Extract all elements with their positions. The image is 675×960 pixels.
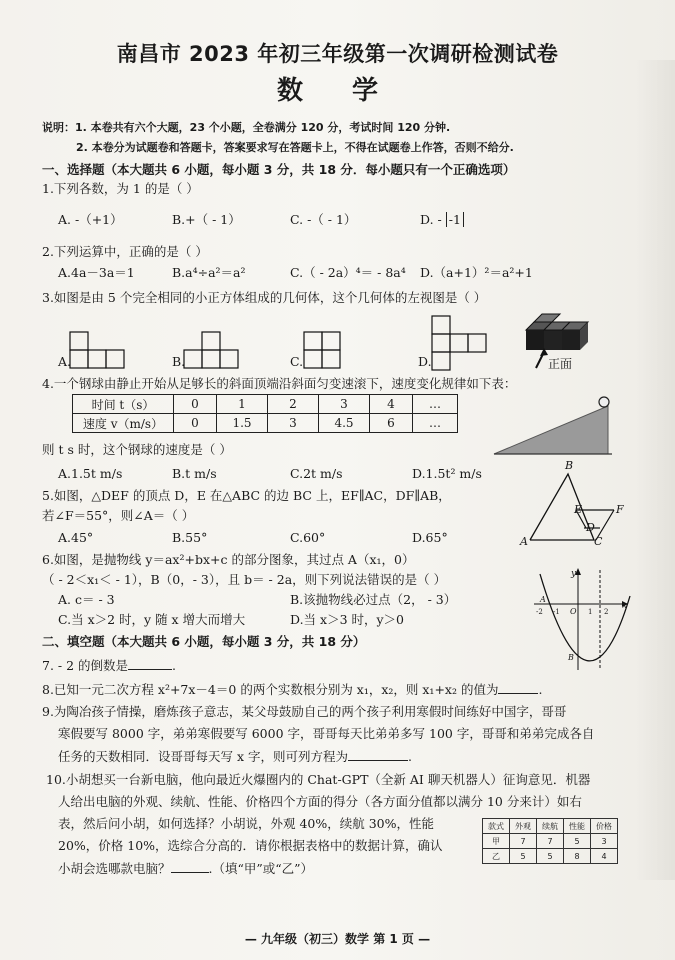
q6-label-a: A (540, 595, 546, 604)
q4-cell: … (413, 414, 458, 433)
q9-line-3 (58, 748, 412, 765)
q10-header-cell: 外观 (510, 819, 537, 834)
q1-stem: 1.下列各数，为 1 的是（ ） (42, 181, 199, 196)
q6-option-d: D.当 x＞3 时，y＞0 (290, 612, 405, 627)
q10-cell: 7 (537, 834, 564, 849)
q10-line-1: 10.小胡想买一台新电脑，他向最近火爆圈内的 Chat-GPT（全新 AI 聊天机器人）征询意见．机器 (46, 772, 591, 787)
q10-header-cell: 款式 (483, 819, 510, 834)
q4-option-c: C.2t m/s (290, 466, 343, 481)
q4-cell: 0 (174, 414, 217, 433)
instruction-line-1: 说明：1. 本卷共有六个大题，23 个小题，全卷满分 120 分，考试时间 120 分钟. (42, 121, 451, 134)
q1-option-a: A. -（+1） (58, 212, 123, 227)
q10-cell: 5 (537, 849, 564, 864)
q8-stem: 8.已知一元二次方程 x²+7x－4＝0 的两个实数根分别为 x₁，x₂，则 x₁+x₂ 的值为 (42, 682, 499, 697)
section-2-heading: 二、填空题（本大题共 6 小题，每小题 3 分，共 18 分） (42, 634, 366, 649)
q6-option-c: C.当 x＞2 时，y 随 x 增大而增大 (58, 612, 246, 627)
q4-table-row-speed (73, 414, 458, 433)
q5-option-b: B.55° (172, 530, 208, 545)
q6-parabola-graph (532, 566, 632, 672)
q6-label-b: B (568, 653, 574, 662)
q5-label-e: E (574, 503, 583, 516)
q4-cell: 4 (370, 395, 413, 414)
q6-option-b: B.该抛物线必过点（2， - 3） (290, 592, 457, 607)
section-1-heading: 一、选择题（本大题共 6 小题，每小题 3 分，共 18 分．每小题只有一个正确选项） (42, 162, 516, 177)
q10-table-row-jia (483, 834, 618, 849)
q5-label-c: C (594, 535, 603, 548)
q9-line-1: 9.为陶冶孩子情操，磨炼孩子意志，某父母鼓励自己的两个孩子利用寒假时间练好中国字，哥哥 (42, 704, 567, 719)
q5-label-d: D (586, 521, 595, 534)
q10-cell: 乙 (483, 849, 510, 864)
q4-option-b: B.t m/s (172, 466, 217, 481)
q7-end: . (172, 658, 177, 673)
q3-figure-a (68, 330, 128, 370)
q10-header-cell: 性能 (564, 819, 591, 834)
q6-label-o: O (570, 607, 577, 616)
page-footer: — 九年级（初三）数学 第 1 页 — (244, 932, 431, 946)
q10-header-cell: 价格 (591, 819, 618, 834)
q5-label-f: F (616, 503, 624, 516)
q4-speed-table (72, 394, 458, 433)
q7-stem: 7. - 2 的倒数是 (42, 658, 129, 673)
q4-stem: 4.一个钢球由静止开始从足够长的斜面顶端沿斜面匀变速滚下，速度变化规律如下表： (42, 376, 517, 391)
q9-line-3-text: 任务的天数相同．设哥哥每天写 x 字，则可列方程为 (58, 749, 348, 764)
q3-figure-b (182, 330, 242, 370)
q3-figure-d (430, 314, 494, 372)
q4-cell: 4.5 (319, 414, 370, 433)
q6-stem-1: 6.如图，是抛物线 y＝ax²+bx+c 的部分图象，其过点 A（x₁，0） (42, 552, 415, 567)
q5-option-a: A.45° (58, 530, 94, 545)
q4-cell: 0 (174, 395, 217, 414)
q6-label-y: y (571, 569, 577, 579)
q10-header-cell: 续航 (537, 819, 564, 834)
q10-cell: 5 (510, 849, 537, 864)
q6-label-x: x (622, 601, 628, 611)
q3-figure-c (300, 330, 344, 370)
q1-option-d-abs: -1 (446, 212, 464, 227)
q4-option-a: A.1.5t m/s (58, 466, 123, 481)
q10-cell: 7 (510, 834, 537, 849)
q10-line-2: 人给出电脑的外观、续航、性能、价格四个方面的得分（各方面分值都以满分 10 分来计）如右 (58, 794, 582, 809)
q9-line-2: 寒假要写 8000 字，弟弟寒假要写 6000 字，哥哥每天比弟弟多写 100 字，哥哥和弟弟完成各自 (58, 726, 595, 741)
q8-answer-blank[interactable] (498, 681, 538, 694)
q4-cell: 6 (370, 414, 413, 433)
q4-slope-figure (492, 396, 614, 458)
q6-stem-2: （ - 2＜x₁＜ - 1），B（0，- 3），且 b＝ - 2a，则下列说法错误的是（ ） (42, 572, 447, 587)
q6-tick-plus-2: 2 (604, 608, 609, 616)
q10-table-header-row (483, 819, 618, 834)
q10-line-5 (58, 860, 313, 877)
q4-followup: 则 t s 时，这个钢球的速度是（ ） (42, 442, 232, 457)
q10-cell: 3 (591, 834, 618, 849)
q5-option-c: C.60° (290, 530, 326, 545)
q4-cell: 速度 v（m/s） (73, 414, 174, 433)
q3-stem: 3.如图是由 5 个完全相同的小正方体组成的几何体，这个几何体的左视图是（ ） (42, 290, 487, 305)
q4-cell: … (413, 395, 458, 414)
q4-option-d: D.1.5t² m/s (412, 466, 482, 481)
q2-option-a: A.4a－3a＝1 (58, 265, 135, 280)
q3-front-label: 正面 (548, 357, 573, 371)
bleed-through-shadow (635, 60, 675, 880)
q2-stem: 2.下列运算中，正确的是（ ） (42, 244, 208, 259)
q10-line-5-text: 小胡会选哪款电脑？ (58, 861, 171, 876)
q10-cell: 5 (564, 834, 591, 849)
q4-cell: 3 (268, 414, 319, 433)
q10-score-table (482, 818, 618, 864)
q8-line (42, 681, 542, 698)
q10-answer-blank[interactable] (171, 860, 209, 873)
q5-stem-1: 5.如图，△DEF 的顶点 D，E 在△ABC 的边 BC 上，EF∥AC，DF∥AB， (42, 488, 451, 503)
q10-cell: 甲 (483, 834, 510, 849)
q10-line-5-end: .（填“甲”或“乙”） (208, 861, 314, 876)
q1-option-b: B.+（ - 1） (172, 212, 241, 227)
q3-option-a: A. (58, 354, 72, 369)
q5-option-d: D.65° (412, 530, 448, 545)
q10-cell: 8 (564, 849, 591, 864)
q4-cell: 1 (217, 395, 268, 414)
q3-option-d: D. (418, 354, 432, 369)
q2-option-d: D.（a+1）²＝a²+1 (420, 265, 533, 280)
q6-tick-minus-1: -1 (553, 608, 560, 616)
q5-stem-2: 若∠F＝55°，则∠A＝（ ） (42, 508, 195, 523)
q5-label-b: B (565, 459, 574, 472)
q10-line-4: 20%，价格 10%，选综合分高的．请你根据表格中的数据计算，确认 (58, 838, 443, 853)
q4-cell: 时间 t（s） (73, 395, 174, 414)
q4-table-row-time (73, 395, 458, 414)
q10-line-3: 表，然后问小胡，如何选择？小胡说，外观 40%，续航 30%，性能 (58, 816, 435, 831)
q7-line (42, 657, 176, 674)
q1-option-d-prefix: D. - (420, 212, 446, 227)
q6-tick-plus-1: 1 (588, 608, 593, 616)
q1-option-c: C. -（ - 1） (290, 212, 357, 227)
q10-table-row-yi (483, 849, 618, 864)
exam-title: 南昌市 2023 年初三年级第一次调研检测试卷 (116, 42, 559, 66)
q8-end: . (538, 682, 543, 697)
q1-option-d (420, 212, 464, 228)
q9-answer-blank[interactable] (348, 748, 408, 761)
q7-answer-blank[interactable] (128, 657, 172, 670)
q4-cell: 1.5 (217, 414, 268, 433)
instruction-line-2: 2. 本卷分为试题卷和答题卡，答案要求写在答题卡上，不得在试题卷上作答，否则不给分. (76, 141, 514, 154)
q5-label-a: A (520, 535, 528, 548)
q9-end: . (408, 749, 412, 764)
q2-option-b: B.a⁴÷a²＝a² (172, 265, 246, 280)
q3-option-c: C. (290, 354, 304, 369)
q6-tick-minus-2: -2 (536, 608, 543, 616)
subject-title: 数 学 (276, 76, 399, 106)
q5-triangle-figure (516, 466, 626, 556)
q4-cell: 2 (268, 395, 319, 414)
q6-option-a: A. c＝ - 3 (58, 592, 115, 607)
q4-cell: 3 (319, 395, 370, 414)
q2-option-c: C.（ - 2a）⁴＝ - 8a⁴ (290, 265, 406, 280)
q3-option-b: B. (172, 354, 186, 369)
q10-cell: 4 (591, 849, 618, 864)
